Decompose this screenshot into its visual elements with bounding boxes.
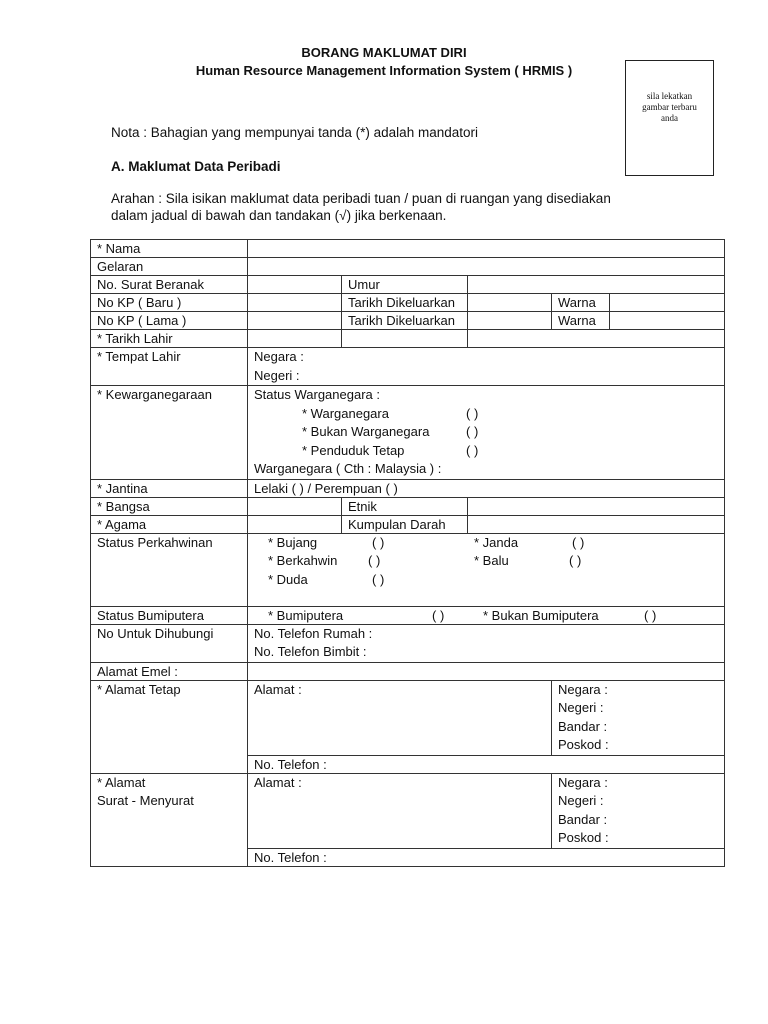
mandatory-note: Nota : Bahagian yang mempunyai tanda (*) adalah mandatori [111,125,478,140]
bangsa-field[interactable] [248,497,342,515]
table-row [91,348,725,386]
table-row [91,386,725,480]
option-label: * Janda [474,534,519,550]
kp-lama-warna-field[interactable] [610,312,725,330]
kp-lama-field[interactable] [248,312,342,330]
photo-instruction-line: sila lekatkan [646,91,693,101]
table-row [91,515,725,533]
label-kp-lama: No KP ( Lama ) [91,312,248,330]
nama-field[interactable] [248,240,725,258]
table-row [91,680,725,755]
label-umur: Umur [342,276,468,294]
section-heading: A. Maklumat Data Peribadi [111,159,281,174]
label-kumpulan-darah: Kumpulan Darah [342,515,468,533]
table-row [91,606,725,624]
label-warna: Warna [552,312,610,330]
bandar-label: Bandar : [558,718,608,734]
label-tempat-lahir: * Tempat Lahir [91,348,248,386]
label-tarikh-lahir: * Tarikh Lahir [91,330,248,348]
surat-beranak-field[interactable] [248,276,342,294]
table-row [91,258,725,276]
label-tarikh-dikeluarkan: Tarikh Dikeluarkan [342,312,468,330]
table-row [91,294,725,312]
photo-instruction-line: gambar terbaru [642,102,697,112]
alamat-surat-details[interactable] [552,773,725,848]
option-label: * Berkahwin [268,553,338,568]
table-row [91,624,725,662]
check-box[interactable]: ( ) [569,553,582,568]
label-no-dihubungi: No Untuk Dihubungi [91,624,248,662]
option-label: * Bujang [268,534,318,550]
instruction-line: Arahan : Sila isikan maklumat data peribadi tuan / puan di ruangan yang disediakan [111,191,611,206]
warganegara-example-label: Warganegara ( Cth : Malaysia ) : [254,461,442,476]
table-row [91,312,725,330]
label-surat-beranak: No. Surat Beranak [91,276,248,294]
label-gelaran: Gelaran [91,258,248,276]
check-box[interactable]: ( ) [466,405,479,421]
telefon-bimbit-label: No. Telefon Bimbit : [254,644,367,659]
personal-data-table [90,239,725,867]
option-label: * Bumiputera [268,607,344,623]
marital-row [254,534,724,553]
option-warganegara[interactable] [254,405,724,424]
kp-baru-warna-field[interactable] [610,294,725,312]
check-box[interactable]: ( ) [368,553,381,568]
check-box[interactable]: ( ) [466,424,479,439]
table-row [91,330,725,348]
kp-baru-tarikh-field[interactable] [468,294,552,312]
negeri-label: Negeri : [558,700,604,715]
label-bangsa: * Bangsa [91,497,248,515]
alamat-tetap-field[interactable] [248,680,552,755]
instructions [111,190,611,224]
alamat-label: Alamat : [254,681,302,697]
negeri-label: Negeri : [558,793,604,808]
table-row [91,773,725,848]
contact-field[interactable] [248,624,725,662]
telefon-surat-field[interactable]: No. Telefon : [248,848,725,866]
option-label: * Balu [474,553,509,568]
option-label: * Penduduk Tetap [302,442,405,458]
poskod-label: Poskod : [558,830,609,845]
alamat-surat-field[interactable] [248,773,552,848]
label-warna: Warna [552,294,610,312]
option-label: * Bukan Bumiputera [483,607,599,623]
alamat-label: Alamat : [254,774,302,790]
check-box[interactable]: ( ) [644,607,657,623]
label-alamat-emel: Alamat Emel : [91,662,248,680]
check-box[interactable]: ( ) [466,442,479,458]
label-line: * Alamat [97,774,146,790]
marital-row [254,552,724,571]
status-warganegara-label: Status Warganegara : [254,387,380,402]
label-agama: * Agama [91,515,248,533]
table-row [91,479,725,497]
table-row [91,276,725,294]
label-line: Surat - Menyurat [97,793,194,808]
label-etnik: Etnik [342,497,468,515]
option-label: * Bukan Warganegara [302,424,430,439]
emel-field[interactable] [248,662,725,680]
tempat-lahir-field[interactable] [248,348,725,386]
label-nama: * Nama [91,240,248,258]
option-bukan-warganegara[interactable] [254,423,724,442]
form-title: BORANG MAKLUMAT DIRI [301,45,467,60]
photo-instruction-line: anda [661,113,678,123]
table-row [91,662,725,680]
label-kewarganegaraan: * Kewarganegaraan [91,386,248,480]
gelaran-field[interactable] [248,258,725,276]
label-status-perkahwinan: Status Perkahwinan [91,533,248,606]
telefon-rumah-label: No. Telefon Rumah : [254,625,373,641]
label-alamat-surat [91,773,248,866]
form-subtitle: Human Resource Management Information System ( HRMIS ) [195,63,573,78]
tarikh-lahir-extra[interactable] [342,330,468,348]
option-label: * Warganegara [302,405,389,421]
kewarganegaraan-field[interactable] [248,386,725,480]
bandar-label: Bandar : [558,811,608,827]
poskod-label: Poskod : [558,737,609,752]
etnik-field[interactable] [468,497,725,515]
alamat-tetap-details[interactable] [552,680,725,755]
option-label: * Duda [268,571,308,587]
jantina-options[interactable]: Lelaki ( ) / Perempuan ( ) [248,479,725,497]
kp-lama-tarikh-field[interactable] [468,312,552,330]
umur-field[interactable] [468,276,725,294]
negeri-label: Negeri : [254,367,300,383]
check-box[interactable]: ( ) [372,571,385,587]
check-box[interactable]: ( ) [432,607,445,623]
negara-label: Negara : [558,774,608,790]
table-row [91,533,725,606]
table-row [91,497,725,515]
negara-label: Negara : [558,681,608,697]
agama-field[interactable] [248,515,342,533]
option-penduduk-tetap[interactable] [254,442,724,461]
label-tarikh-dikeluarkan: Tarikh Dikeluarkan [342,294,468,312]
photo-placeholder[interactable] [625,60,714,176]
kp-baru-field[interactable] [248,294,342,312]
telefon-tetap-field[interactable]: No. Telefon : [248,755,725,773]
kumpulan-darah-field[interactable] [468,515,725,533]
check-box[interactable]: ( ) [372,534,385,550]
table-row [91,240,725,258]
negara-label: Negara : [254,349,304,364]
label-status-bumiputera: Status Bumiputera [91,606,248,624]
tarikh-lahir-extra[interactable] [468,330,725,348]
label-kp-baru: No KP ( Baru ) [91,294,248,312]
tarikh-lahir-field[interactable] [248,330,342,348]
status-bumiputera-field[interactable] [248,606,725,624]
instruction-line: dalam jadual di bawah dan tandakan (√) jika berkenaan. [111,208,447,223]
marital-row [254,571,724,590]
label-alamat-tetap: * Alamat Tetap [91,680,248,773]
check-box[interactable]: ( ) [572,534,585,550]
status-perkahwinan-field[interactable] [248,533,725,606]
label-jantina: * Jantina [91,479,248,497]
